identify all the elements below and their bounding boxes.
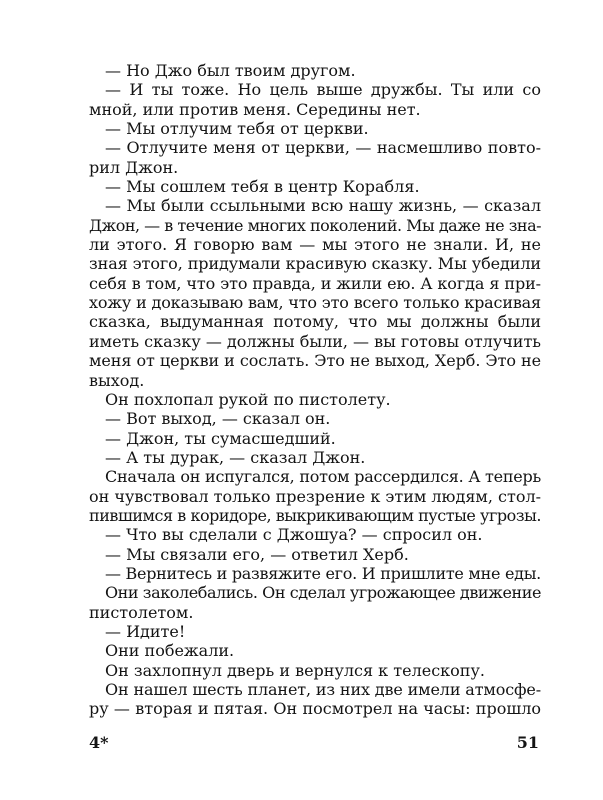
text-line: — Вот выход, — сказал он. [105, 409, 331, 429]
text-line: ли этого. Я говорю вам — мы этого не знали. И, не [89, 235, 541, 255]
signature-mark: 4* [89, 733, 109, 752]
text-line: пистолетом. [89, 602, 194, 622]
text-line: зная этого, придумали красивую сказку. Мы убедили [89, 254, 541, 274]
text-line: сказка, выдуманная потому, что мы должны были [89, 312, 541, 332]
text-line: рил Джон. [89, 157, 179, 177]
text-line: Сначала он испугался, потом рассердился. А теперь [105, 467, 541, 487]
text-line: — Мы отлучим тебя от церкви. [105, 119, 369, 139]
text-line: меня от церкви и сослать. Это не выход, Херб. Это не [89, 351, 542, 371]
text-line: — И ты тоже. Но цель выше дружбы. Ты или со [105, 80, 541, 100]
text-line: себя в том, что это правда, и жили ею. А когда я при- [89, 273, 541, 293]
text-line: выход. [89, 370, 145, 390]
page-number: 51 [516, 733, 539, 752]
text-line: — Что вы сделали с Джошуа? — спросил он. [105, 525, 483, 545]
text-line: Он захлопнул дверь и вернулся к телескопу. [105, 660, 485, 680]
text-line: — Вернитесь и развяжите его. И пришлите мне еды. [105, 563, 541, 583]
text-line: — А ты дурак, — сказал Джон. [105, 447, 366, 467]
text-line: хожу и доказываю вам, что это всего только красивая [89, 293, 541, 313]
text-line: он чувствовал только презрение к этим людям, стол- [89, 486, 542, 506]
text-line: — Мы были ссыльными всю нашу жизнь, — сказал [105, 196, 541, 216]
text-line: — Идите! [105, 621, 186, 641]
body-text [89, 61, 541, 719]
text-line: — Но Джо был твоим другом. [105, 61, 356, 80]
text-line: Он похлопал рукой по пистолету. [105, 389, 391, 409]
text-line: Он нашел шесть планет, из них две имели атмосфе- [105, 680, 541, 699]
text-line: — Отлучите меня от церкви, — насмешливо повто- [105, 138, 541, 158]
text-line: Они побежали. [105, 641, 235, 661]
text-line: Джон, — в течение многих поколений. Мы даже не зна- [89, 215, 542, 235]
page-footer [89, 733, 541, 755]
text-line: — Мы связали его, — ответил Херб. [105, 544, 409, 564]
text-line: пившимся в коридоре, выкрикивающим пустые угрозы. [89, 505, 541, 525]
text-line: Они заколебались. Он сделал угрожающее движение [105, 583, 541, 603]
text-line: — Мы сошлем тебя в центр Корабля. [105, 177, 420, 197]
text-line: ру — вторая и пятая. Он посмотрел на часы: прошло [89, 699, 541, 719]
text-line: мной, или против меня. Середины нет. [89, 99, 421, 119]
text-line: — Джон, ты сумасшедший. [105, 428, 336, 448]
text-line: иметь сказку — должны были, — вы готовы отлучить [89, 331, 541, 351]
